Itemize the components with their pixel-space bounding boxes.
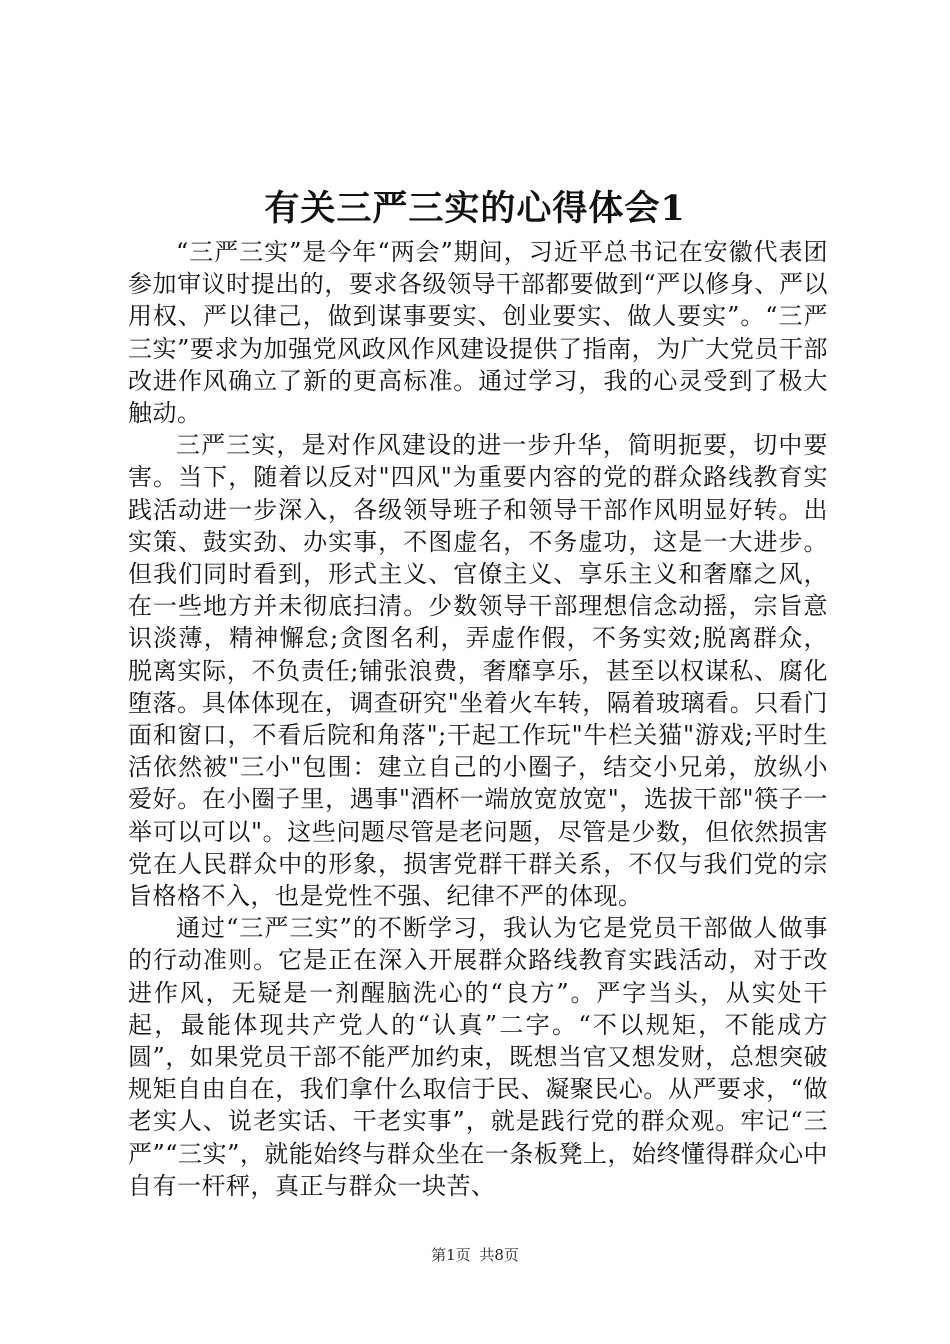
page-number-current: 第1页 bbox=[431, 1246, 471, 1264]
body-paragraph-1: “三严三实”是今年“两会”期间，习近平总书记在安徽代表团参加审议时提出的，要求各级领导干部都要做到“严以修身、严以用权、严以律己，做到谋事要实、创业要实、做人要实”。“三严三实”要求为加强党风政风作风建设提供了指南，为广大党员干部改进作风确立了新的更高标准。通过学习，我的心灵受到了极大触动。 bbox=[128, 238, 828, 428]
document-title: 有关三严三实的心得体会1 bbox=[264, 188, 686, 229]
page-number-total: 共8页 bbox=[479, 1246, 519, 1264]
body-paragraph-3: 通过“三严三实”的不断学习，我认为它是党员干部做人做事的行动准则。它是正在深入开展群众路线教育实践活动，对于改进作风，无疑是一剂醒脑洗心的“良方”。严字当头，从实处干起，最能体现共产党人的“认真”二字。“不以规矩，不能成方圆”，如果党员干部不能严加约束，既想当官又想发财，总想突破规矩自由自在，我们拿什么取信于民、凝聚民心。从严要求，“做老实人、说老实话、干老实事”，就是践行党的群众观。牢记“三严”“三实”，就能始终与群众坐在一条板凳上，始终懂得群众心中自有一杆秤，真正与群众一块苦、 bbox=[128, 914, 828, 1200]
body-paragraph-2: 三严三实，是对作风建设的进一步升华，简明扼要，切中要害。当下，随着以反对"四风"为重要内容的党的群众路线教育实践活动进一步深入，各级领导班子和领导干部作风明显好转。出实策、鼓实劲、办实事，不图虚名，不务虚功，这是一大进步。但我们同时看到，形式主义、官僚主义、享乐主义和奢靡之风，在一些地方并未彻底扫清。少数领导干部理想信念动摇，宗旨意识淡薄，精神懈怠;贪图名利，弄虚作假，不务实效;脱离群众，脱离实际，不负责任;铺张浪费，奢靡享乐，甚至以权谋私、腐化堕落。具体体现在，调查研究"坐着火车转，隔着玻璃看。只看门面和窗口，不看后院和角落";干起工作玩"牛栏关猫"游戏;平时生活依然被"三小"包围：建立自己的小圈子，结交小兄弟，放纵小爱好。在小圈子里，遇事"酒杯一端放宽放宽"，选拔干部"筷子一举可以可以"。这些问题尽管是老问题，尽管是少数，但依然损害党在人民群众中的形象，损害党群干群关系，不仅与我们党的宗旨格格不入，也是党性不强、纪律不严的体现。 bbox=[128, 431, 828, 911]
document-body bbox=[128, 236, 828, 1202]
page-footer bbox=[0, 1244, 950, 1266]
